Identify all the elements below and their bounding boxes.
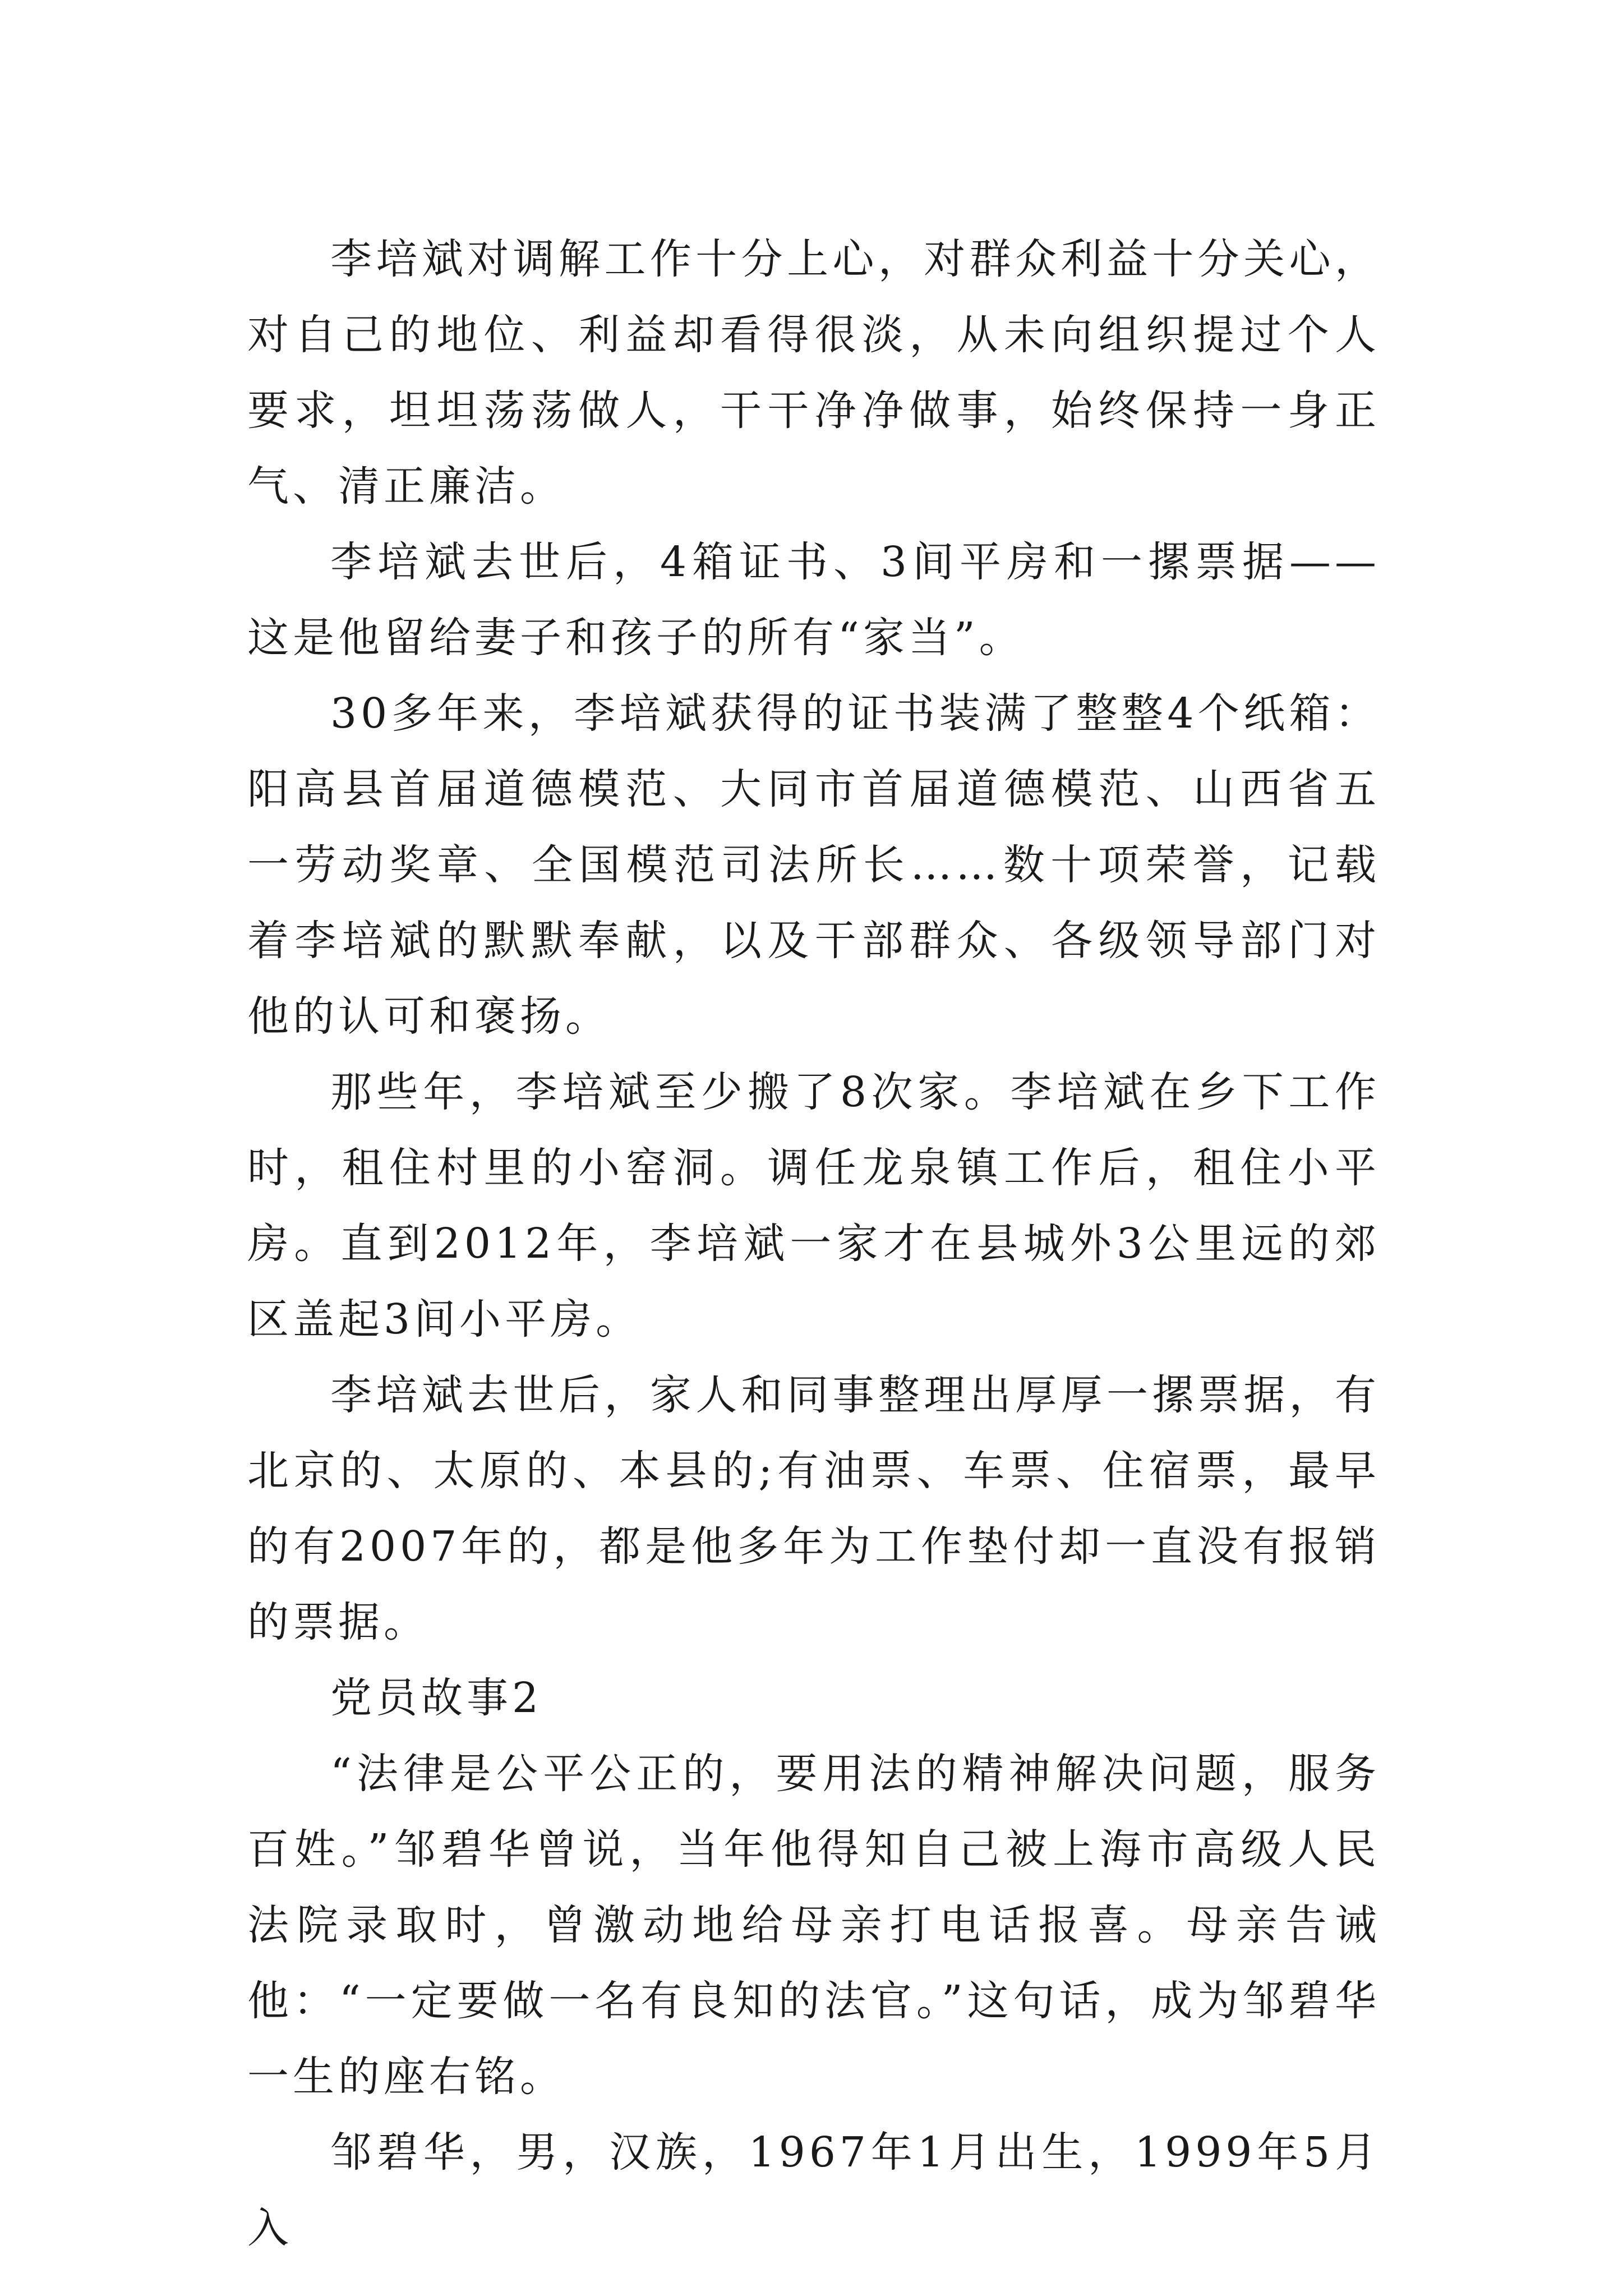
paragraph-6: “法律是公平公正的，要用法的精神解决问题，服务百姓。”邹碧华曾说，当年他得知自己被上海市高级人民法院录取时，曾激动地给母亲打电话报喜。母亲告诫他：“一定要做一名有良知的法官。”这句话，成为邹碧华一生的座右铭。 (247, 1750, 1380, 2101)
paragraph-5: 李培斌去世后，家人和同事整理出厚厚一摞票据，有北京的、太原的、本县的;有油票、车票、住宿票，最早的有2007年的，都是他多年为工作垫付却一直没有报销的票据。 (247, 1371, 1380, 1646)
document-body (247, 222, 1380, 2266)
section-heading: 党员故事2 (330, 1674, 543, 1722)
paragraph-2: 李培斌去世后，4箱证书、3间平房和一摞票据——这是他留给妻子和孩子的所有“家当”。 (247, 538, 1380, 662)
paragraph-1: 李培斌对调解工作十分上心，对群众利益十分关心，对自己的地位、利益却看得很淡，从未向组织提过个人要求，坦坦荡荡做人，干干净净做事，始终保持一身正气、清正廉洁。 (247, 235, 1380, 510)
paragraph-4: 那些年，李培斌至少搬了8次家。李培斌在乡下工作时，租住村里的小窑洞。调任龙泉镇工作后，租住小平房。直到2012年，李培斌一家才在县城外3公里远的郊区盖起3间小平房。 (247, 1068, 1380, 1343)
paragraph-7: 邹碧华，男，汉族，1967年1月出生，1999年5月入 (247, 2128, 1380, 2252)
paragraph-3: 30多年来，李培斌获得的证书装满了整整4个纸箱：阳高县首届道德模范、大同市首届道德模范、山西省五一劳动奖章、全国模范司法所长……数十项荣誉，记载着李培斌的默默奉献，以及干部群众、各级领导部门对他的认可和褒扬。 (247, 689, 1380, 1041)
